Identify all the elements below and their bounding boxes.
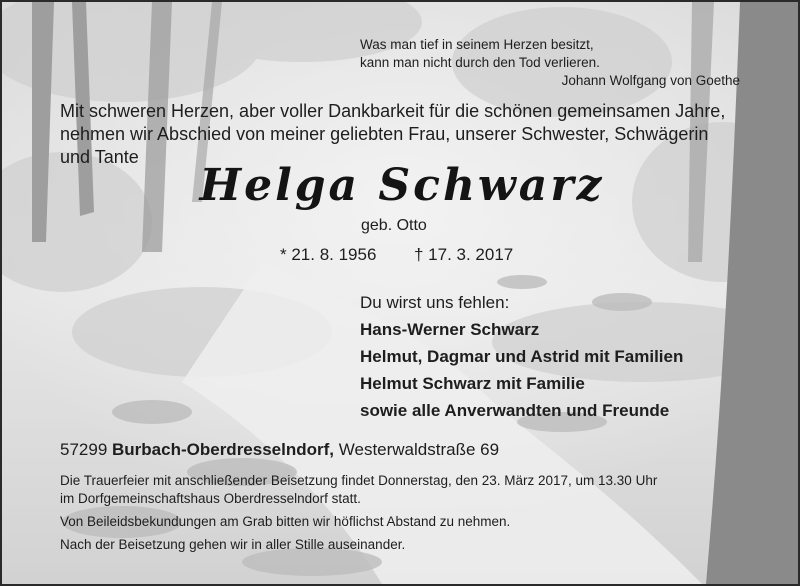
mourner-name: Hans-Werner Schwarz [360, 320, 540, 339]
details-line-1: Die Trauerfeier mit anschließender Beisetzung findet Donnerstag, den 23. März 2017, um 13.30 Uhr [60, 473, 658, 488]
intro-text [60, 100, 780, 169]
maiden-name: geb. Otto [361, 217, 427, 234]
funeral-details [60, 472, 780, 554]
details-line-3: Von Beileidsbekundungen am Grab bitten wir höflichst Abstand zu nehmen. [60, 514, 511, 529]
intro-line-1: Mit schweren Herzen, aber voller Dankbarkeit für die schönen gemeinsamen Jahre, [60, 101, 726, 121]
quote-line-2: kann man nicht durch den Tod verlieren. [360, 55, 600, 70]
quote-line-1: Was man tief in seinem Herzen besitzt, [360, 37, 594, 52]
address-town: Burbach-Oberdresselndorf, [112, 440, 335, 459]
mourners-heading: Du wirst uns fehlen: [360, 293, 510, 312]
deceased-name: Helga Schwarz [199, 160, 605, 211]
goethe-quote [360, 36, 742, 90]
intro-line-3: und Tante [60, 147, 139, 167]
mourner-name: sowie alle Anverwandten und Freunde [360, 401, 670, 420]
intro-line-2: nehmen wir Abschied von meiner geliebten Frau, unserer Schwester, Schwägerin [60, 124, 709, 144]
address-postcode: 57299 [60, 440, 108, 459]
details-line-2: im Dorfgemeinschaftshaus Oberdresselndorf statt. [60, 491, 361, 506]
family-address [60, 440, 499, 460]
death-date: † 17. 3. 2017 [414, 245, 514, 264]
birth-date: * 21. 8. 1956 [280, 245, 377, 264]
quote-author: Johann Wolfgang von Goethe [561, 73, 740, 88]
mourner-name: Helmut Schwarz mit Familie [360, 374, 585, 393]
address-street: Westerwaldstraße 69 [338, 440, 500, 459]
mourner-name: Helmut, Dagmar und Astrid mit Familien [360, 347, 684, 366]
details-line-4: Nach der Beisetzung gehen wir in aller Stille auseinander. [60, 537, 406, 552]
mourners-list [360, 289, 683, 424]
